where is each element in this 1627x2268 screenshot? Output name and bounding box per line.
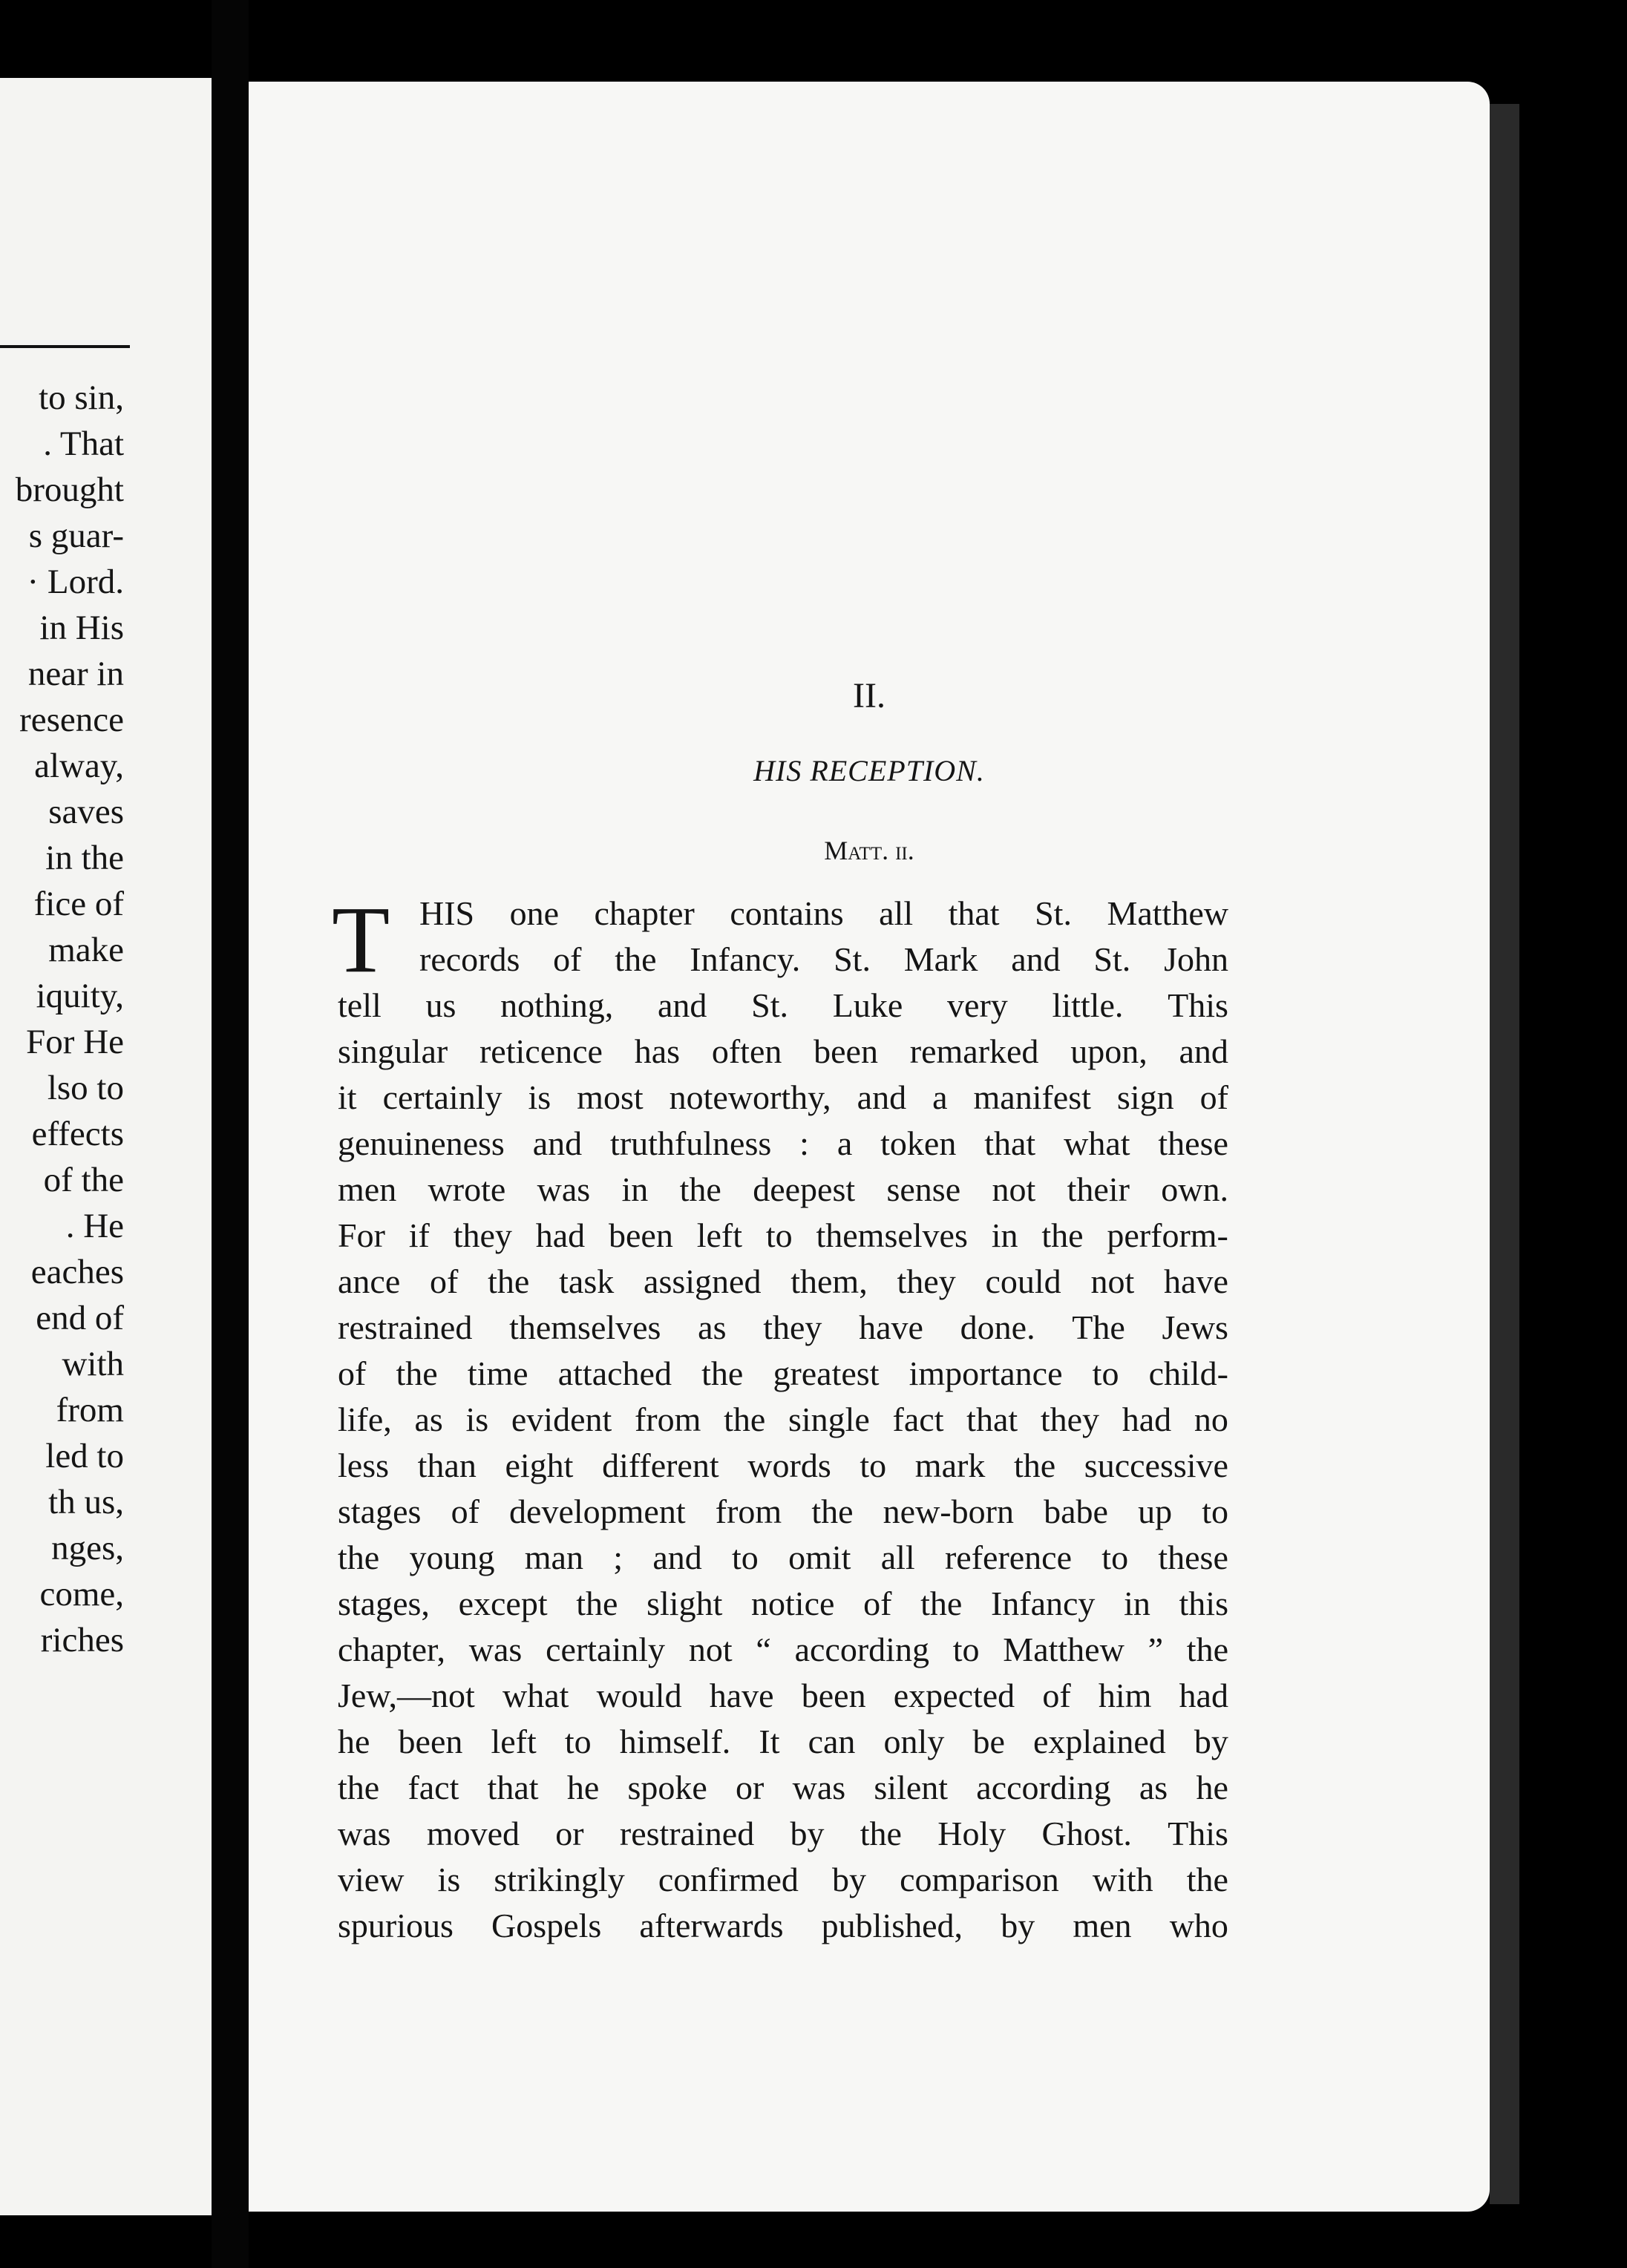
body-line: genuineness and truthfulness : a token that what these	[338, 1124, 1228, 1162]
body-line: records of the Infancy. St. Mark and St. John	[419, 940, 1228, 978]
body-line: tell us nothing, and St. Luke very little. This	[338, 986, 1228, 1024]
left-page-line: riches	[40, 1621, 124, 1659]
body-line: For if they had been left to themselves in the perform-	[338, 1216, 1228, 1254]
chapter-number: II.	[853, 676, 885, 715]
body-line: life, as is evident from the single fact that they had no	[338, 1400, 1228, 1438]
chapter-title: HIS RECEPTION.	[753, 754, 985, 787]
left-page-line: of the	[43, 1161, 124, 1199]
left-page-line: to sin,	[39, 378, 124, 417]
left-page-line: near in	[27, 655, 124, 693]
body-line: singular reticence has often been remarked upon, and	[338, 1032, 1228, 1070]
book-gutter	[212, 0, 249, 2268]
left-page-line: eaches	[30, 1253, 124, 1291]
body-line: the fact that he spoke or was silent according as he	[338, 1769, 1228, 1806]
left-page-line: alway,	[34, 747, 124, 785]
body-line: stages, except the slight notice of the Infancy in this	[338, 1584, 1228, 1622]
body-line: spurious Gospels afterwards published, by men who	[338, 1907, 1228, 1944]
left-page-line: in His	[39, 609, 124, 647]
left-page-line: · Lord.	[27, 563, 124, 601]
left-page-line: brought	[15, 471, 124, 509]
left-page-line: led to	[45, 1437, 124, 1475]
body-line: was moved or restrained by the Holy Ghost. This	[338, 1815, 1228, 1852]
left-page-line: lso to	[47, 1069, 124, 1107]
body-line: chapter, was certainly not “ according to Matthew ” the	[338, 1630, 1228, 1668]
left-page-line: th us,	[48, 1483, 124, 1521]
chapter-body-text	[332, 887, 1228, 1949]
left-page-rule	[0, 345, 130, 348]
left-page-line: in the	[45, 839, 124, 877]
left-page-line: make	[48, 931, 124, 969]
left-page-line: come,	[39, 1575, 124, 1613]
left-page-line: s guar-	[28, 517, 124, 555]
left-page-line: . That	[43, 425, 124, 463]
right-page	[249, 82, 1490, 2212]
body-line: the young man ; and to omit all reference to these	[338, 1538, 1228, 1576]
body-line: less than eight different words to mark the successive	[338, 1446, 1228, 1484]
body-line: he been left to himself. It can only be explained by	[338, 1723, 1228, 1760]
body-line: it certainly is most noteworthy, and a manifest sign of	[338, 1078, 1228, 1116]
scripture-reference: Matt. ii.	[824, 836, 914, 865]
left-page-line: fice of	[33, 885, 124, 923]
body-line: Jew,—not what would have been expected of him had	[338, 1677, 1228, 1714]
body-line: stages of development from the new-born babe up to	[338, 1492, 1228, 1530]
drop-cap-initial: T	[332, 887, 390, 992]
left-page-line: from	[56, 1391, 124, 1429]
body-line: restrained themselves as they have done. The Jews	[338, 1308, 1228, 1346]
left-page-line: with	[62, 1345, 124, 1383]
left-page-line: end of	[36, 1299, 124, 1337]
body-line: view is strikingly confirmed by comparison with the	[338, 1861, 1228, 1898]
left-page-line: saves	[48, 793, 124, 831]
left-page-line: For He	[26, 1023, 124, 1061]
left-page-line: . He	[65, 1207, 124, 1245]
left-page-text	[16, 375, 124, 1663]
body-line: ance of the task assigned them, they could not have	[338, 1262, 1228, 1300]
left-page-fragment	[0, 78, 212, 2215]
body-line: HIS one chapter contains all that St. Matthew	[419, 894, 1228, 932]
left-page-line: effects	[31, 1115, 124, 1153]
body-line: men wrote was in the deepest sense not their own.	[338, 1170, 1228, 1208]
left-page-line: resence	[19, 701, 124, 739]
page-edge-shadow	[1490, 104, 1519, 2204]
left-page-line: iquity,	[36, 977, 124, 1015]
left-page-line: nges,	[51, 1529, 124, 1567]
body-line: of the time attached the greatest importance to child-	[338, 1354, 1228, 1392]
